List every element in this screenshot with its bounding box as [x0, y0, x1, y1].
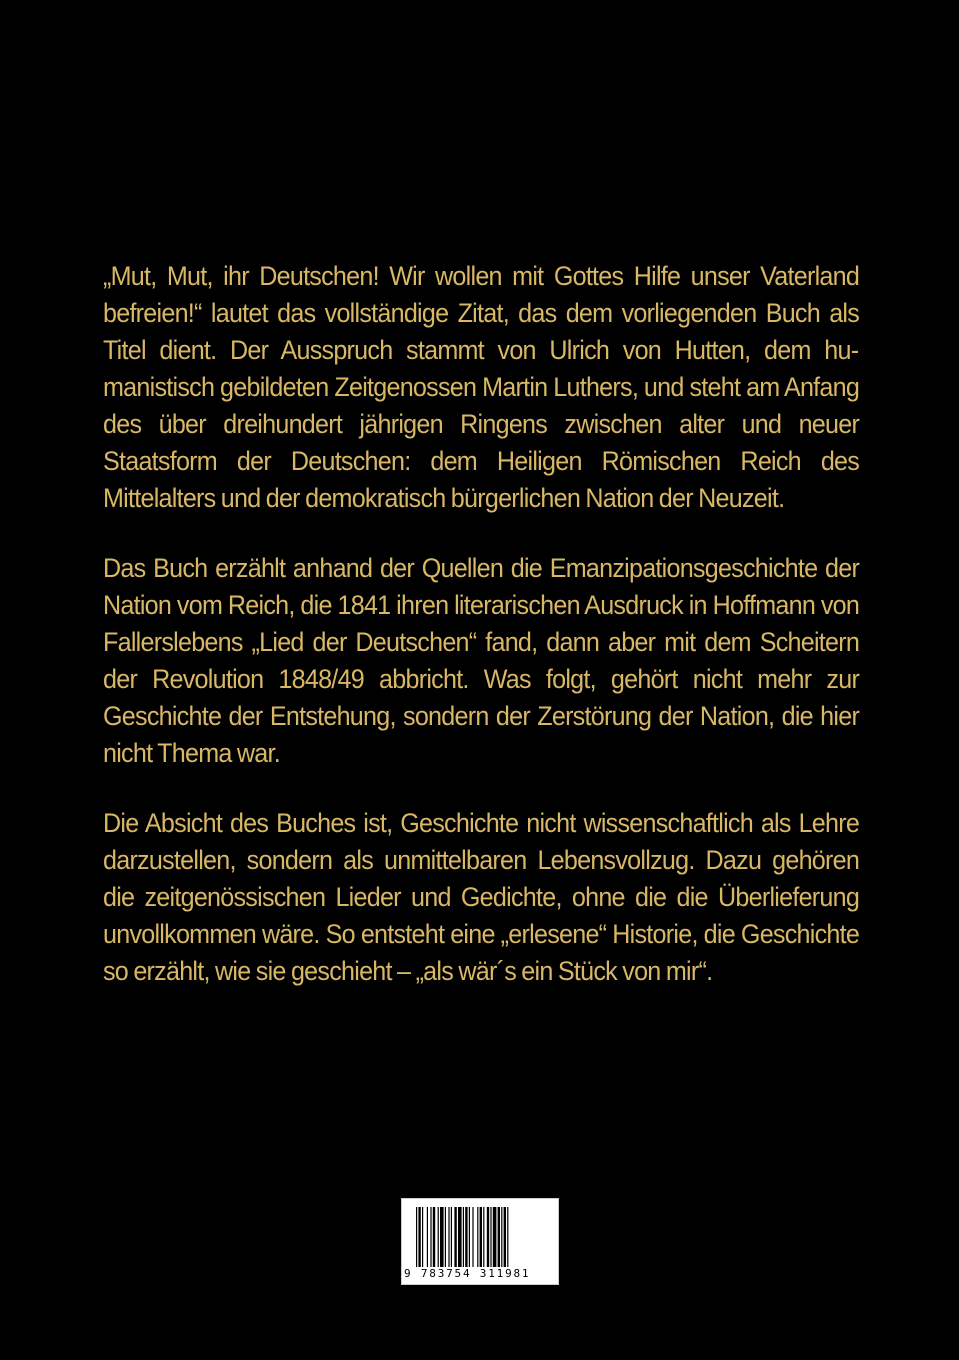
- barcode-bar: [454, 1207, 456, 1267]
- barcode-bar: [433, 1207, 435, 1267]
- barcode-bar: [438, 1207, 439, 1267]
- blurb-paragraph-1: „Mut, Mut, ihr Deutschen! Wir wollen mit Gottes Hilfe unser Vaterland befreien!“ lautet das vollständige Zitat, das dem vorliegenden Buch als Titel dient. Der Ausspruch stammt von Ulrich von Hutten, dem humanistisch gebildeten Zeitgenossen Martin Luthers, und steht am Anfang des über dreihundert jährigen Ringens zwischen alter und neuer Staatsform der Deutschen: dem Heiligen Römischen Reich des Mittelalters und der demokratisch bürgerlichen Nation der Neuzeit.: [103, 261, 860, 513]
- barcode-bar: [498, 1207, 500, 1267]
- barcode-bar: [422, 1207, 423, 1267]
- barcode-bar: [487, 1207, 489, 1267]
- barcode-bar: [418, 1207, 420, 1267]
- barcode-bar: [490, 1207, 491, 1267]
- barcode-bar: [416, 1207, 417, 1267]
- barcode-bar: [507, 1207, 508, 1267]
- barcode-bar: [451, 1207, 452, 1267]
- barcode-bar: [469, 1207, 470, 1267]
- blurb-paragraph-2: Das Buch erzählt anhand der Quellen die Emanzipationsgeschichte der Nation vom Reich, die 1841 ihren literarischen Ausdruck in Hoffmann von Fallerslebens „Lied der Deutschen“ fand, dann aber mit dem Scheitern der Revolution 1848/49 abbricht. Was folgt, gehört nicht mehr zur Geschichte der Entstehung, sondern der Zerstörung der Nation, die hier nicht Thema war.: [103, 553, 860, 768]
- barcode-bar: [465, 1207, 467, 1267]
- barcode-bar: [463, 1207, 464, 1267]
- barcode-bar: [493, 1207, 497, 1267]
- barcode-bar: [440, 1207, 444, 1267]
- barcode-digits: 9 783754 311981: [404, 1267, 531, 1280]
- barcode-bar: [472, 1207, 473, 1267]
- barcode-bars: [416, 1207, 546, 1267]
- barcode-bar: [445, 1207, 446, 1267]
- barcode-bar: [427, 1207, 428, 1267]
- blurb-text: [103, 258, 859, 1023]
- barcode-bar: [448, 1207, 449, 1267]
- blurb-paragraph-3: Die Absicht des Buches ist, Geschichte nicht wissenschaftlich als Lehre darzustellen, sondern als unmittelbaren Lebensvollzug. Dazu gehören die zeitgenössischen Lieder und Gedichte, ohne die die Überlieferung unvollkommen wäre. So entsteht eine „erlesene“ Historie, die Geschichte so erzählt, wie sie geschieht – „als wär´s ein Stück von mir“.: [103, 808, 860, 986]
- barcode-bar: [458, 1207, 462, 1267]
- barcode-bar: [477, 1207, 478, 1267]
- barcode-bar: [430, 1207, 431, 1267]
- barcode-bar: [504, 1207, 506, 1267]
- barcode-bar: [501, 1207, 502, 1267]
- barcode-bar: [483, 1207, 484, 1267]
- barcode-bar: [480, 1207, 482, 1267]
- isbn-barcode: [401, 1198, 559, 1285]
